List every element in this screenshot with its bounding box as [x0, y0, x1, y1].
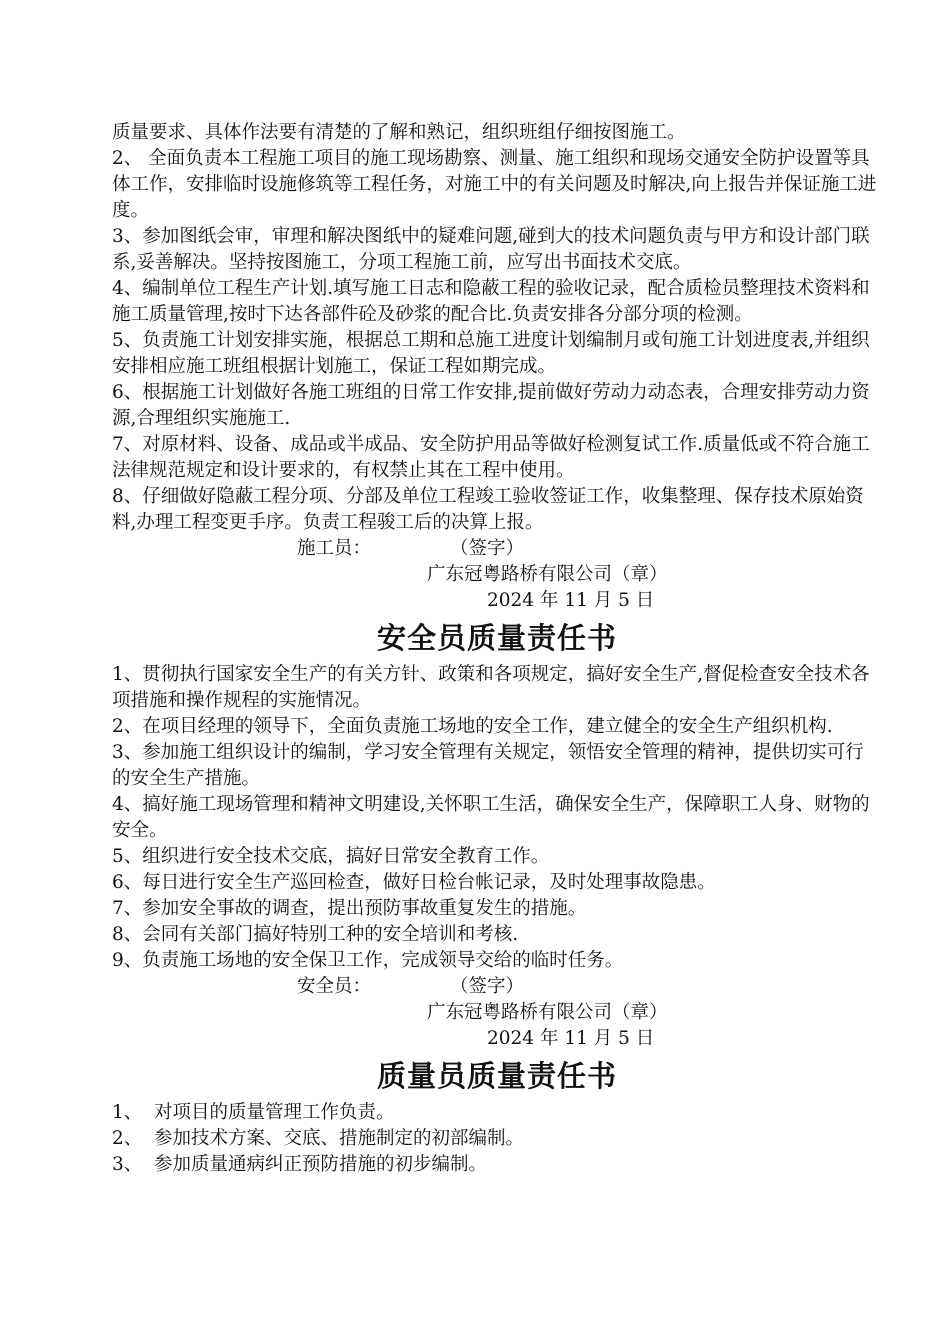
- signer-label: 施工员：: [297, 538, 372, 559]
- paragraph: 2、 参加技术方案、交底、措施制定的初部编制。: [112, 1128, 525, 1149]
- paragraph: 8、仔细做好隐蔽工程分项、分部及单位工程竣工验收签证工作，收集整理、保存技术原始资料,办理工程变更手序。负责工程骏工后的决算上报。: [112, 486, 864, 533]
- signature-line: [112, 974, 882, 1000]
- signer-label: 安全员：: [297, 976, 372, 997]
- date: 2024 年 11 月 5 日: [487, 590, 655, 611]
- paragraph: 9、负责施工场地的安全保卫工作，完成领导交给的临时任务。: [112, 950, 624, 971]
- paragraph: 2、在项目经理的领导下，全面负责施工场地的安全工作，建立健全的安全生产组织机构.: [112, 716, 833, 737]
- paragraph: 质量要求、具体作法要有清楚的了解和熟记，组织班组仔细按图施工。: [112, 122, 686, 143]
- paragraph: 1、 对项目的质量管理工作负责。: [112, 1102, 395, 1123]
- section-title: 安全员质量责任书: [376, 621, 617, 655]
- sign-note: （签字）: [450, 538, 525, 559]
- sign-note: （签字）: [450, 976, 525, 997]
- section-title: 质量员质量责任书: [376, 1059, 617, 1093]
- company-seal: 广东冠粤路桥有限公司（章）: [427, 564, 668, 585]
- paragraph: 4、编制单位工程生产计划.填写施工日志和隐蔽工程的验收记录，配合质检员整理技术资料和施工质量管理,按时下达各部件砼及砂浆的配合比.负责安排各分部分项的检测。: [112, 278, 870, 325]
- section-construction-worker: [112, 120, 882, 614]
- paragraph: 3、 参加质量通病纠正预防措施的初步编制。: [112, 1154, 488, 1175]
- paragraph: 5、负责施工计划安排实施，根据总工期和总施工进度计划编制月或旬施工计划进度表,并组织安排相应施工班组根据计划施工，保证工程如期完成。: [112, 330, 870, 377]
- paragraph: 3、参加图纸会审，审理和解决图纸中的疑难问题,碰到大的技术问题负责与甲方和设计部门联系,妥善解决。坚持按图施工，分项工程施工前，应写出书面技术交底。: [112, 226, 870, 273]
- paragraph: 1、贯彻执行国家安全生产的有关方针、政策和各项规定，搞好安全生产,督促检查安全技术各项措施和操作规程的实施情况。: [112, 664, 870, 711]
- paragraph: 6、每日进行安全生产巡回检查，做好日检台帐记录，及时处理事故隐患。: [112, 872, 716, 893]
- company-seal: 广东冠粤路桥有限公司（章）: [427, 1002, 668, 1023]
- paragraph: 4、搞好施工现场管理和精神文明建设,关怀职工生活，确保安全生产，保障职工人身、财物的安全。: [112, 794, 870, 841]
- paragraph: 5、组织进行安全技术交底，搞好日常安全教育工作。: [112, 846, 550, 867]
- paragraph: 7、参加安全事故的调查，提出预防事故重复发生的措施。: [112, 898, 587, 919]
- paragraph: 7、对原材料、设备、成品或半成品、安全防护用品等做好检测复试工作.质量低或不符合施工法律规范规定和设计要求的，有权禁止其在工程中使用。: [112, 434, 870, 481]
- date: 2024 年 11 月 5 日: [487, 1028, 655, 1049]
- paragraph: 6、根据施工计划做好各施工班组的日常工作安排,提前做好劳动力动态表，合理安排劳动力资源,合理组织实施施工.: [112, 382, 870, 429]
- paragraph: 3、参加施工组织设计的编制，学习安全管理有关规定，领悟安全管理的精神，提供切实可行的安全生产措施。: [112, 742, 864, 789]
- document-body: [112, 120, 882, 1178]
- section-safety-officer: [112, 616, 882, 1052]
- paragraph: 2、 全面负责本工程施工项目的施工现场勘察、测量、施工组织和现场交通安全防护设置等具体工作，安排临时设施修筑等工程任务，对施工中的有关问题及时解决,向上报告并保证施工进度。: [112, 148, 877, 221]
- signature-line: [112, 536, 882, 562]
- paragraph: 8、会同有关部门搞好特别工种的安全培训和考核.: [112, 924, 519, 945]
- section-quality-officer: [112, 1054, 882, 1178]
